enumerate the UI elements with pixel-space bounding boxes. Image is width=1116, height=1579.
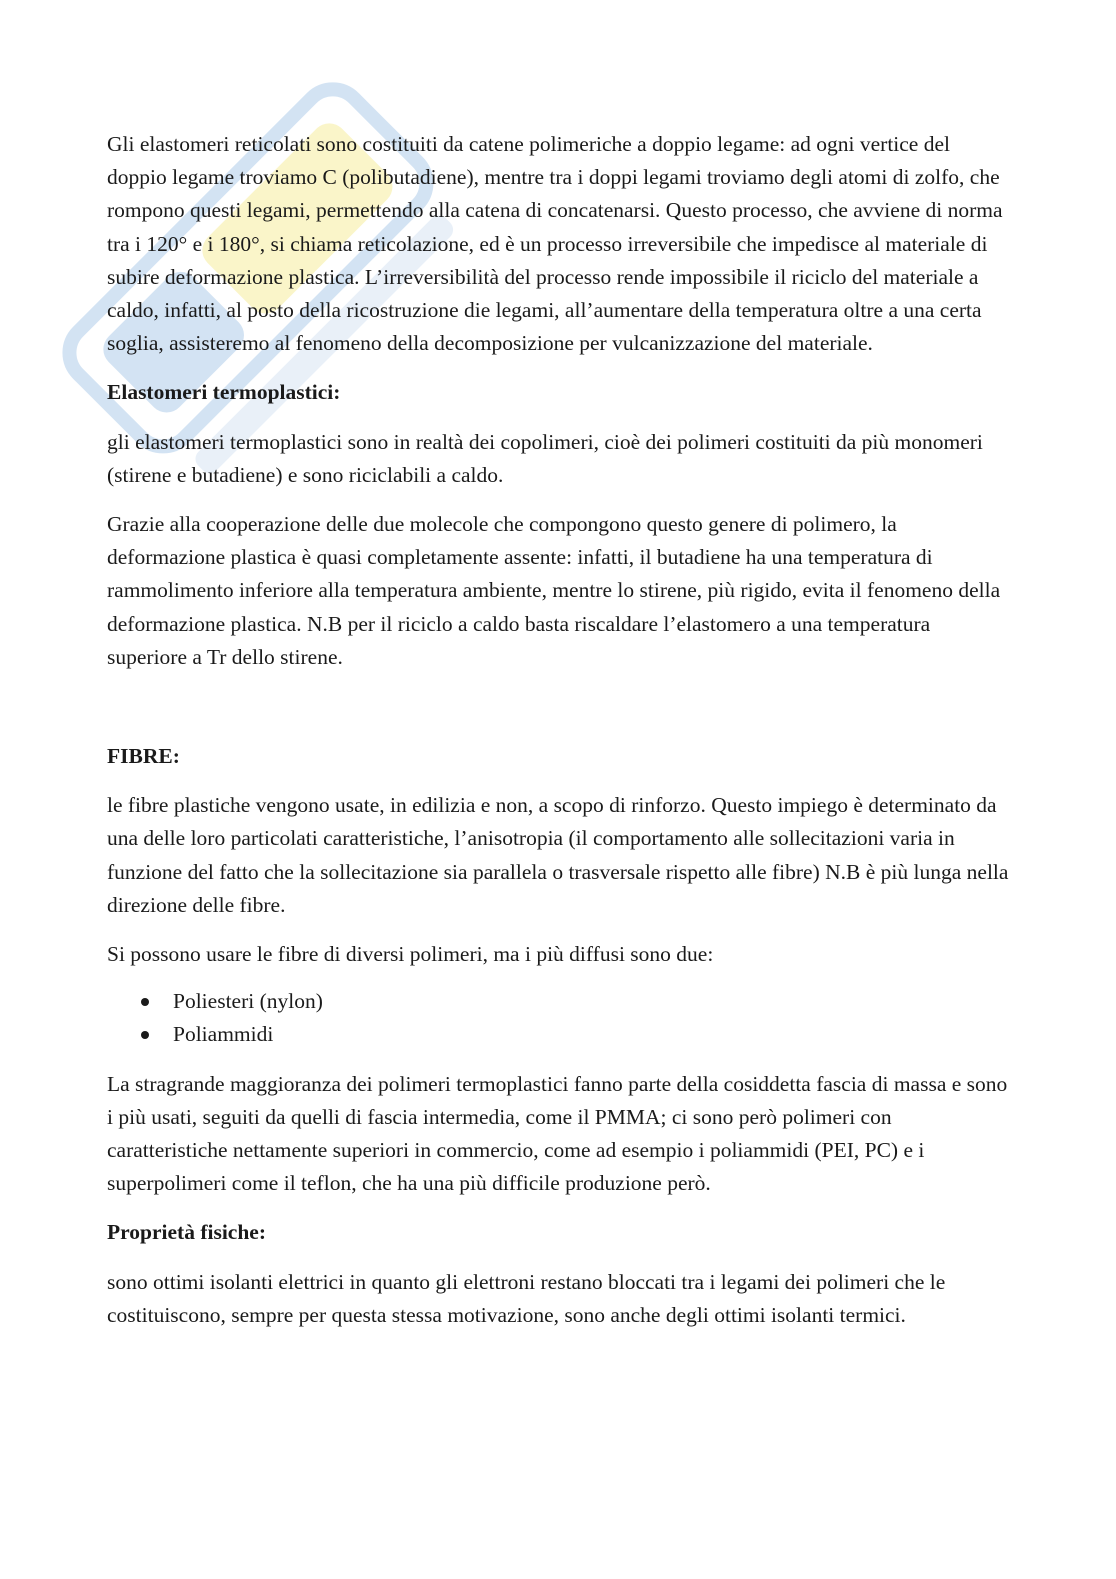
paragraph-proprieta-isolanti: sono ottimi isolanti elettrici in quanto gli elettroni restano bloccati tra i legami dei polimeri che le costituiscono, sempre per questa stessa motivazione, sono anche degli ottimi isolanti termici. [107, 1269, 946, 1327]
list-item [107, 1018, 1012, 1051]
list-item-label: Poliammidi [173, 1022, 274, 1047]
list-item [107, 985, 1012, 1018]
paragraph-fibre-polimeri: Si possono usare le fibre di diversi polimeri, ma i più diffusi sono due: [107, 942, 714, 967]
document-page [107, 128, 1012, 1332]
heading-elastomeri-termoplastici: Elastomeri termoplastici: [107, 380, 341, 405]
bullet-icon [141, 1031, 149, 1039]
bullet-icon [141, 998, 149, 1006]
heading-fibre: FIBRE: [107, 744, 180, 769]
paragraph-elastomeri-cooperazione: Grazie alla cooperazione delle due molecole che compongono questo genere di polimero, la deformazione plastica è quasi completamente assente: infatti, il butadiene ha una temperatura di rammolimento inferiore alla temperatura ambiente, mentre lo stirene, più rigido, evita il fenomeno della deformazione plastica. N.B per il riciclo a caldo basta riscaldare l’elastomero a una temperatura superiore a Tr dello stirene. [107, 512, 1001, 669]
list-item-label: Poliesteri (nylon) [173, 989, 323, 1014]
heading-proprieta-fisiche: Proprietà fisiche: [107, 1220, 267, 1245]
paragraph-fibre-rinforzo: le fibre plastiche vengono usate, in edilizia e non, a scopo di rinforzo. Questo impiego è determinato da una delle loro particolati caratteristiche, l’anisotropia (il comportamento alle sollecitazioni varia in funzione del fatto che la sollecitazione sia parallela o trasversale rispetto alle fibre) N.B è più lunga nella direzione delle fibre. [107, 793, 1009, 917]
paragraph-fibre-termoplastici: La stragrande maggioranza dei polimeri termoplastici fanno parte della cosiddetta fascia di massa e sono i più usati, seguiti da quelli di fascia intermedia, come il PMMA; ci sono però polimeri con caratteristiche nettamente superiori in commercio, come ad esempio i poliammidi (PEI, PC) e i superpolimeri come il teflon, che ha una più difficile produzione però. [107, 1071, 1008, 1196]
paragraph-elastomeri-copolimeri: gli elastomeri termoplastici sono in realtà dei copolimeri, cioè dei polimeri costituiti da più monomeri (stirene e butadiene) e sono riciclabili a caldo. [107, 429, 983, 487]
fibre-polymer-list [107, 985, 1012, 1051]
paragraph-elastomeri-reticolati: Gli elastomeri reticolati sono costituiti da catene polimeriche a doppio legame: ad ogni vertice del doppio legame troviamo C (polibutadiene), mentre tra i doppi legami troviamo degli atomi di zolfo, che rompono questi legami, permettendo alla catena di concatenarsi. Questo processo, che avviene di norma tra i 120° e i 180°, si chiama reticolazione, ed è un processo irreversibile che impedisce al materiale di subire deformazione plastica. L’irreversibilità del processo rende impossibile il riciclo del materiale a caldo, infatti, al posto della ricostruzione die legami, all’aumentare della temperatura oltre a una certa soglia, assisteremo al fenomeno della decomposizione per vulcanizzazione del materiale. [107, 132, 1003, 356]
